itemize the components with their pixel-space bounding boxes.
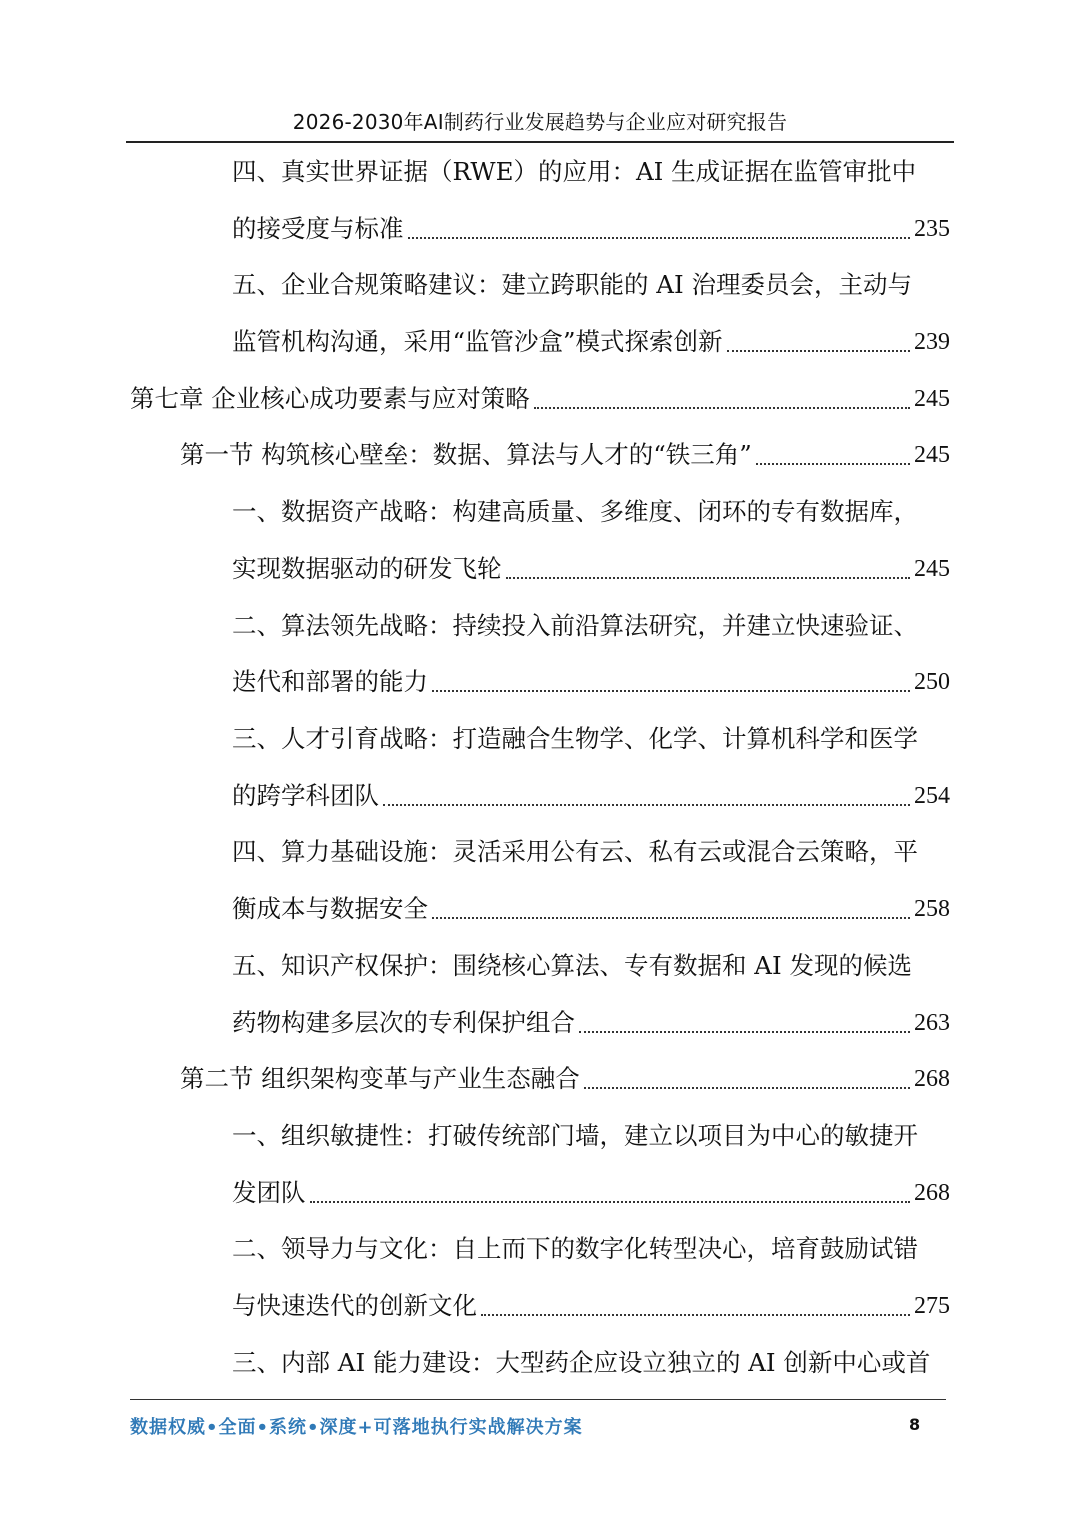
toc-entry-line-with-page[interactable]	[232, 1003, 950, 1043]
toc-entry-text: 发团队	[232, 1178, 306, 1207]
toc-entry-line-with-page[interactable]	[232, 1286, 950, 1326]
toc-dot-leader	[756, 449, 910, 465]
toc-entry-text: 三、内部 AI 能力建设：大型药企应设立独立的 AI 创新中心或首	[232, 1348, 931, 1377]
header-divider	[126, 141, 954, 143]
toc-entry-line[interactable]	[232, 152, 916, 192]
toc-entry-text: 的接受度与标准	[232, 214, 404, 243]
toc-entry-text: 第一节 构筑核心壁垒：数据、算法与人才的“铁三角”	[180, 440, 752, 469]
toc-page-number: 235	[914, 216, 950, 242]
toc-page-number: 263	[914, 1010, 950, 1036]
toc-dot-leader	[481, 1300, 910, 1316]
toc-dot-leader	[506, 563, 911, 579]
toc-dot-leader	[383, 790, 910, 806]
toc-page-number: 268	[914, 1180, 950, 1206]
toc-entry-text: 与快速迭代的创新文化	[232, 1291, 477, 1320]
toc-entry-text: 一、组织敏捷性：打破传统部门墙，建立以项目为中心的敏捷开	[232, 1121, 918, 1150]
toc-page-number: 268	[914, 1066, 950, 1092]
footer-divider	[130, 1399, 946, 1400]
toc-entry-line-with-page[interactable]	[180, 435, 950, 475]
toc-entry-line[interactable]	[232, 606, 918, 646]
toc-entry-line-with-page[interactable]	[232, 662, 950, 702]
toc-page-number: 254	[914, 783, 950, 809]
toc-page-number: 250	[914, 669, 950, 695]
toc-entry-text: 二、领导力与文化：自上而下的数字化转型决心，培育鼓励试错	[232, 1234, 918, 1263]
toc-page-number: 275	[914, 1293, 950, 1319]
toc-entry-text: 五、企业合规策略建议：建立跨职能的 AI 治理委员会，主动与	[232, 270, 912, 299]
toc-entry-line-with-page[interactable]	[180, 1059, 950, 1099]
toc-entry-text: 四、算力基础设施：灵活采用公有云、私有云或混合云策略，平	[232, 837, 918, 866]
toc-entry-text: 衡成本与数据安全	[232, 894, 428, 923]
toc-entry-line-with-page[interactable]	[232, 889, 950, 929]
toc-entry-line-with-page[interactable]	[232, 1173, 950, 1213]
toc-page-number: 258	[914, 896, 950, 922]
toc-dot-leader	[534, 393, 910, 409]
toc-page-number: 239	[914, 329, 950, 355]
page-header-title: 2026-2030年AI制药行业发展趋势与企业应对研究报告	[292, 110, 788, 134]
toc-entry-text: 第七章 企业核心成功要素与应对策略	[130, 384, 530, 413]
toc-entry-line-with-page[interactable]	[232, 209, 950, 249]
toc-entry-text: 药物构建多层次的专利保护组合	[232, 1008, 575, 1037]
toc-entry-text: 实现数据驱动的研发飞轮	[232, 554, 502, 583]
toc-dot-leader	[579, 1017, 910, 1033]
toc-entry-text: 迭代和部署的能力	[232, 667, 428, 696]
toc-dot-leader	[310, 1187, 911, 1203]
toc-entry-text: 二、算法领先战略：持续投入前沿算法研究，并建立快速验证、	[232, 611, 918, 640]
toc-dot-leader	[584, 1073, 910, 1089]
toc-entry-text: 五、知识产权保护：围绕核心算法、专有数据和 AI 发现的候选	[232, 951, 912, 980]
toc-entry-text: 监管机构沟通，采用“监管沙盒”模式探索创新	[232, 327, 723, 356]
toc-entry-text: 四、真实世界证据（RWE）的应用：AI 生成证据在监管审批中	[232, 157, 917, 186]
toc-entry-text: 第二节 组织架构变革与产业生态融合	[180, 1064, 580, 1093]
toc-entry-text: 一、数据资产战略：构建高质量、多维度、闭环的专有数据库，	[232, 497, 918, 526]
toc-entry-text: 的跨学科团队	[232, 781, 379, 810]
toc-entry-line-with-page[interactable]	[130, 379, 950, 419]
toc-entry-line[interactable]	[232, 265, 912, 305]
toc-entry-line[interactable]	[232, 1229, 918, 1269]
toc-entry-line[interactable]	[232, 832, 918, 872]
toc-entry-line[interactable]	[232, 719, 918, 759]
toc-page-number: 245	[914, 386, 950, 412]
toc-dot-leader	[432, 676, 910, 692]
toc-dot-leader	[727, 336, 910, 352]
toc-entry-text: 三、人才引育战略：打造融合生物学、化学、计算机科学和医学	[232, 724, 918, 753]
toc-entry-line[interactable]	[232, 1343, 930, 1383]
toc-page-number: 245	[914, 442, 950, 468]
toc-entry-line-with-page[interactable]	[232, 776, 950, 816]
footer-tagline: 数据权威•全面•系统•深度+可落地执行实战解决方案	[130, 1417, 583, 1438]
toc-entry-line-with-page[interactable]	[232, 549, 950, 589]
toc-entry-line[interactable]	[232, 946, 912, 986]
toc-entry-line-with-page[interactable]	[232, 322, 950, 362]
toc-entry-line[interactable]	[232, 1116, 918, 1156]
toc-dot-leader	[408, 223, 911, 239]
toc-dot-leader	[432, 903, 910, 919]
footer-page-number: 8	[909, 1415, 921, 1434]
toc-page-number: 245	[914, 556, 950, 582]
toc-entry-line[interactable]	[232, 492, 918, 532]
